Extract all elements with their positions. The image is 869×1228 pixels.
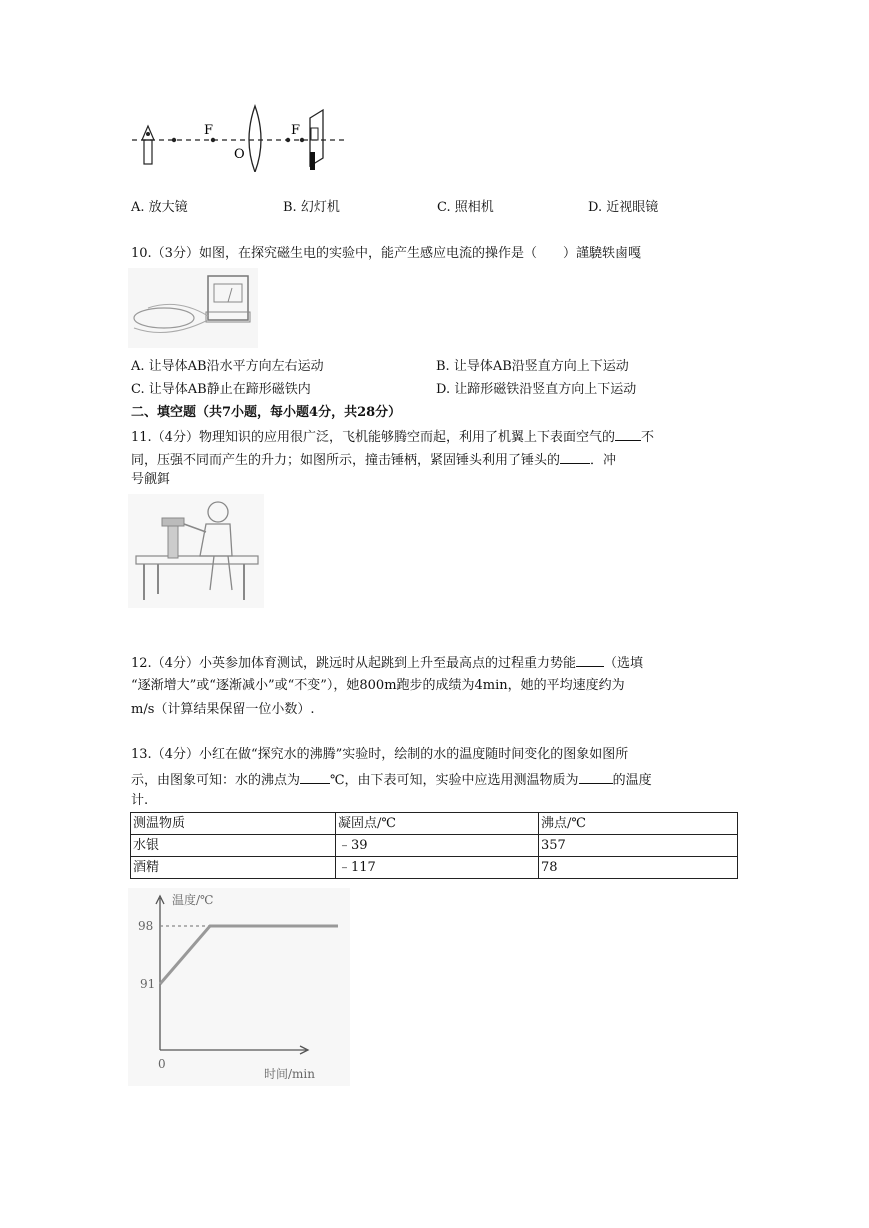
q10-option-b: B. 让导体AB沿竖直方向上下运动 [436,359,629,374]
focus-label-left: F [204,123,214,138]
q10-option-c: C. 让导体AB静止在蹄形磁铁内 [131,382,311,397]
focus-label-right: F [291,123,301,138]
q11-line-2: 同，压强不同而产生的升力；如图所示，撞击锤柄，紧固锤头利用了锤头的 ．冲 [131,450,616,470]
table-cell: ﹣117 [336,857,539,879]
table-cell: 78 [539,857,738,879]
graph-tick-98: 98 [138,919,154,933]
induction-apparatus-image [128,268,258,348]
q13-line-1: 13.（4分）小红在做“探究水的沸腾”实验时，绘制的水的温度随时间变化的图象如图所 [131,747,629,762]
answer-blank[interactable] [615,427,641,441]
q12-line-1: 12.（4分）小英参加体育测试，跳远时从起跳到上升至最高点的过程重力势能 （选填 [131,653,643,673]
table-cell: 水银 [131,835,336,857]
table-cell: ﹣39 [336,835,539,857]
graph-origin: 0 [158,1057,166,1071]
table-header-cell: 沸点/℃ [539,813,738,835]
temperature-graph [128,888,350,1086]
table-row [131,857,738,879]
graph-xlabel: 时间/min [264,1067,315,1081]
answer-blank[interactable] [300,770,330,784]
q13-line-3: 计. [131,793,149,808]
table-header-row [131,813,738,835]
table-row [131,835,738,857]
q9-option-a: A. 放大镜 [131,200,188,215]
q10-stem: 10.（3分）如图，在探究磁生电的实验中，能产生感应电流的操作是（ ）謹驍轶鹵嘎 [131,246,641,261]
answer-blank[interactable] [579,770,613,784]
q10-option-d: D. 让蹄形磁铁沿竖直方向上下运动 [436,382,637,397]
q12-line-2: “逐渐增大”或“逐渐减小”或“不变”），她800m跑步的成绩为4min，她的平均速度约为 [131,678,625,693]
thermometer-table [130,812,738,879]
q11-line-1: 11.（4分）物理知识的应用很广泛，飞机能够腾空而起，利用了机翼上下表面空气的 不 [131,427,654,447]
answer-blank[interactable] [560,450,590,464]
q13-line-2: 示，由图象可知：水的沸点为 ℃，由下表可知，实验中应选用测温物质为 的温度 [131,770,652,790]
table-cell: 酒精 [131,857,336,879]
q12-line-3: m/s（计算结果保留一位小数）. [131,702,315,717]
hammer-image [128,494,264,608]
table-header-cell: 测温物质 [131,813,336,835]
q11-line-3: 号觎鉺 [131,472,171,487]
optical-center-label: O [234,147,245,162]
answer-blank[interactable] [576,653,604,667]
lens-diagram [128,100,350,172]
q9-option-b: B. 幻灯机 [283,200,340,215]
q9-option-c: C. 照相机 [437,200,494,215]
section-title: 二、填空题（共7小题，每小题4分，共28分） [131,405,402,420]
q10-option-a: A. 让导体AB沿水平方向左右运动 [131,359,324,374]
table-header-cell: 凝固点/℃ [336,813,539,835]
q9-option-d: D. 近视眼镜 [588,200,659,215]
graph-tick-91: 91 [140,977,156,991]
table-cell: 357 [539,835,738,857]
graph-ylabel: 温度/℃ [172,893,214,907]
